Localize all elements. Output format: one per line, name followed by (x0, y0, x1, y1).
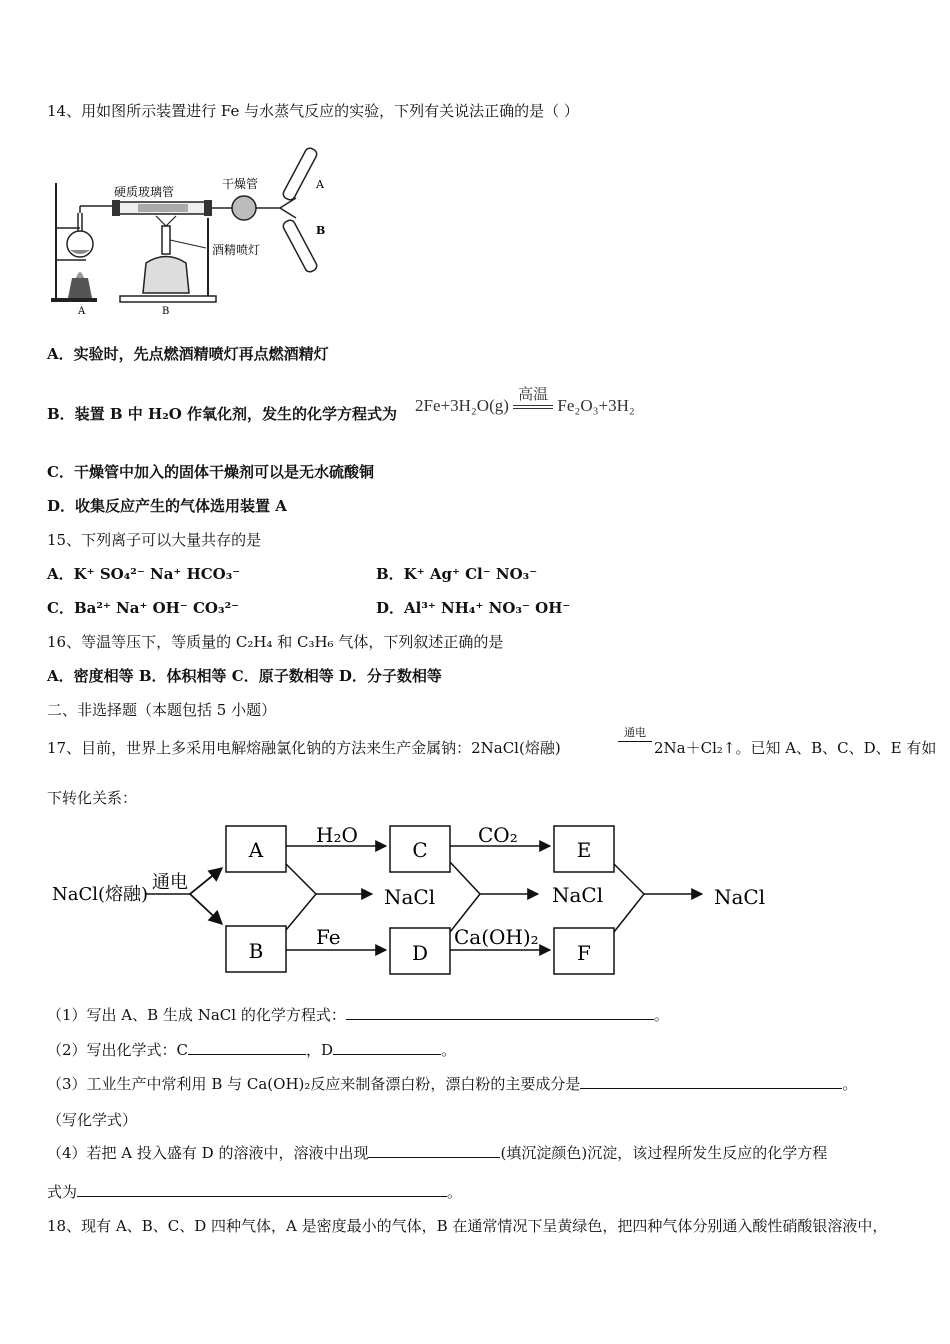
q17-part4-b: 式为 。 (47, 1183, 463, 1201)
nacl-product-1: NaCl (384, 885, 436, 909)
q17-part4: （4）若把 A 投入盛有 D 的溶液中，溶液中出现 (填沉淀颜色)沉淀，该过程所发生反应的化学方程 (47, 1144, 828, 1162)
svg-text:C: C (412, 838, 428, 862)
q16-options: A．密度相等 B．体积相等 C．原子数相等 D．分子数相等 (47, 667, 442, 685)
alcohol-burner (143, 257, 189, 294)
q14-option-c: C．干燥管中加入的固体干燥剂可以是无水硫酸铜 (47, 463, 374, 481)
answer-blank-1[interactable] (346, 1005, 654, 1020)
label-collector-a: A (316, 178, 324, 191)
equation-right: Fe₂O₃+3H₂ (557, 396, 635, 415)
electrolysis-label: 通电 (152, 872, 188, 893)
q17-part2: （2）写出化学式：C ，D 。 (47, 1041, 457, 1059)
stand-b-base (120, 296, 216, 302)
q15-stem: 15、下列离子可以大量共存的是 (47, 531, 262, 549)
conversion-diagram (50, 818, 780, 978)
svg-text:A: A (248, 838, 264, 862)
q17-stem-c: 下转化关系： (47, 789, 138, 807)
stand-a-base (51, 298, 97, 302)
q16-stem: 16、等温等压下，等质量的 C₂H₄ 和 C₃H₆ 气体，下列叙述正确的是 (47, 633, 504, 651)
label-dryer: 干燥管 (222, 177, 259, 191)
q14-option-d: D．收集反应产生的气体选用装置 A (47, 497, 287, 515)
q15-option-b: B．K⁺ Ag⁺ Cl⁻ NO₃⁻ (376, 565, 538, 583)
reagent-co2: CO₂ (478, 823, 518, 847)
label-collector-b: B (316, 224, 326, 237)
label-lamp: 酒精喷灯 (212, 243, 261, 257)
q15-option-c: C．Ba²⁺ Na⁺ OH⁻ CO₃²⁻ (47, 599, 240, 617)
q17-stem-b: 2Na＋Cl₂↑。已知 A、B、C、D、E 有如 (654, 739, 937, 757)
q14-stem: 14、用如图所示装置进行 Fe 与水蒸气反应的实验，下列有关说法正确的是（ ） (47, 102, 579, 120)
alcohol-lamp-a (68, 278, 92, 298)
section-title: 二、非选择题（本题包括 5 小题） (47, 701, 277, 719)
answer-blank-3[interactable] (580, 1074, 842, 1089)
nacl-product-3: NaCl (714, 885, 766, 909)
start-nacl: NaCl(熔融) (52, 884, 149, 905)
q18-stem: 18、现有 A、B、C、D 四种气体，A 是密度最小的气体，B 在通常情况下呈黄绿色，把四种气体分别通入酸性硝酸银溶液中， (47, 1217, 888, 1235)
svg-text:E: E (576, 838, 592, 862)
svg-text:B: B (248, 939, 264, 963)
reagent-fe: Fe (316, 925, 341, 949)
answer-blank-c[interactable] (188, 1040, 306, 1055)
equation-condition: 高温 (513, 405, 553, 409)
collector-b (282, 218, 319, 273)
q14-option-b: B．装置 B 中 H₂O 作氧化剂，发生的化学方程式为 (47, 405, 398, 423)
q17-part3: （3）工业生产中常利用 B 与 Ca(OH)₂反应来制备漂白粉，漂白粉的主要成分是 。 (47, 1075, 858, 1093)
q15-option-d: D．Al³⁺ NH₄⁺ NO₃⁻ OH⁻ (376, 599, 571, 617)
drying-tube (232, 196, 256, 220)
q17-stem: 17、目前，世界上多采用电解熔融氯化钠的方法来生产金属钠：2NaCl(熔融) (47, 739, 561, 757)
q14-option-a: A．实验时，先点燃酒精喷灯再点燃酒精灯 (47, 345, 329, 363)
q17-part3-note: （写化学式） (47, 1111, 138, 1129)
answer-blank-d[interactable] (333, 1040, 441, 1055)
reagent-caoh2: Ca(OH)₂ (454, 925, 539, 949)
q17-part1: （1）写出 A、B 生成 NaCl 的化学方程式： 。 (47, 1006, 669, 1024)
q14-equation (415, 387, 635, 416)
apparatus-figure (48, 138, 348, 316)
svg-text:D: D (411, 941, 429, 965)
label-stand-a: A (78, 306, 86, 316)
answer-blank-equation[interactable] (77, 1182, 447, 1197)
answer-blank-color[interactable] (368, 1143, 500, 1158)
label-tube: 硬质玻璃管 (114, 185, 175, 199)
nacl-product-2: NaCl (552, 883, 604, 907)
svg-text:F: F (577, 941, 591, 965)
q15-option-a: A．K⁺ SO₄²⁻ Na⁺ HCO₃⁻ (47, 565, 241, 583)
label-stand-b: B (162, 306, 170, 316)
reagent-h2o: H₂O (316, 823, 358, 847)
equation-left: 2Fe+3H₂O(g) (415, 396, 509, 415)
q17-condition: 通电 (618, 724, 652, 742)
collector-a (282, 146, 319, 201)
